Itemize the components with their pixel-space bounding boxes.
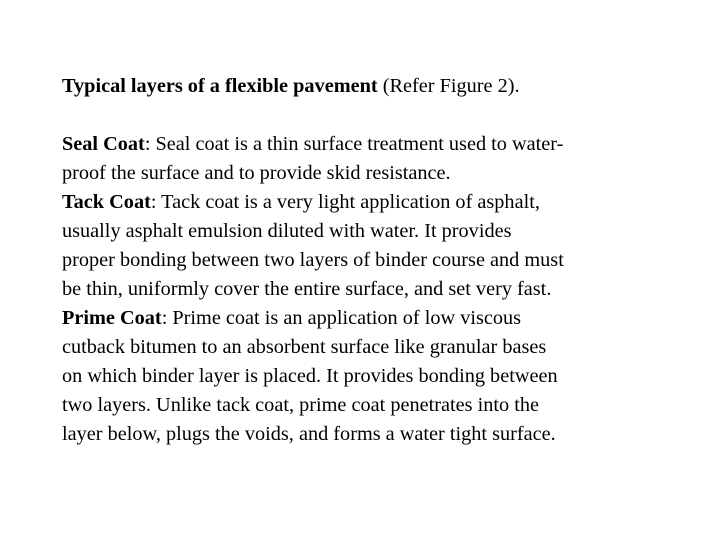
seal-coat-paragraph — [62, 130, 662, 188]
tack-coat-text: : Tack coat is a very light application of asphalt, — [150, 191, 540, 213]
text-line: layer below, plugs the voids, and forms a water tight surface. — [62, 423, 556, 445]
text-line — [62, 188, 662, 217]
text-line: proof the surface and to provide skid resistance. — [62, 162, 451, 184]
text-line — [62, 130, 662, 159]
title-reference: (Refer Figure 2). — [377, 75, 520, 97]
text-line: cutback bitumen to an absorbent surface like granular bases — [62, 336, 547, 358]
prime-coat-text: : Prime coat is an application of low viscous — [161, 307, 522, 329]
text-line — [62, 304, 662, 333]
slide-content — [62, 72, 662, 449]
text-line: be thin, uniformly cover the entire surface, and set very fast. — [62, 278, 552, 300]
text-line: two layers. Unlike tack coat, prime coat penetrates into the — [62, 394, 539, 416]
prime-coat-term: Prime Coat — [62, 307, 162, 329]
seal-coat-text: : Seal coat is a thin surface treatment used to water- — [144, 133, 564, 155]
text-line: on which binder layer is placed. It provides bonding between — [62, 365, 558, 387]
tack-coat-term: Tack Coat — [62, 191, 151, 213]
seal-coat-term: Seal Coat — [62, 133, 145, 155]
tack-coat-paragraph — [62, 188, 662, 304]
text-line: usually asphalt emulsion diluted with water. It provides — [62, 220, 512, 242]
prime-coat-paragraph — [62, 304, 662, 449]
title-bold: Typical layers of a flexible pavement — [62, 75, 378, 97]
text-line: proper bonding between two layers of binder course and must — [62, 249, 564, 271]
page-title — [62, 72, 662, 101]
